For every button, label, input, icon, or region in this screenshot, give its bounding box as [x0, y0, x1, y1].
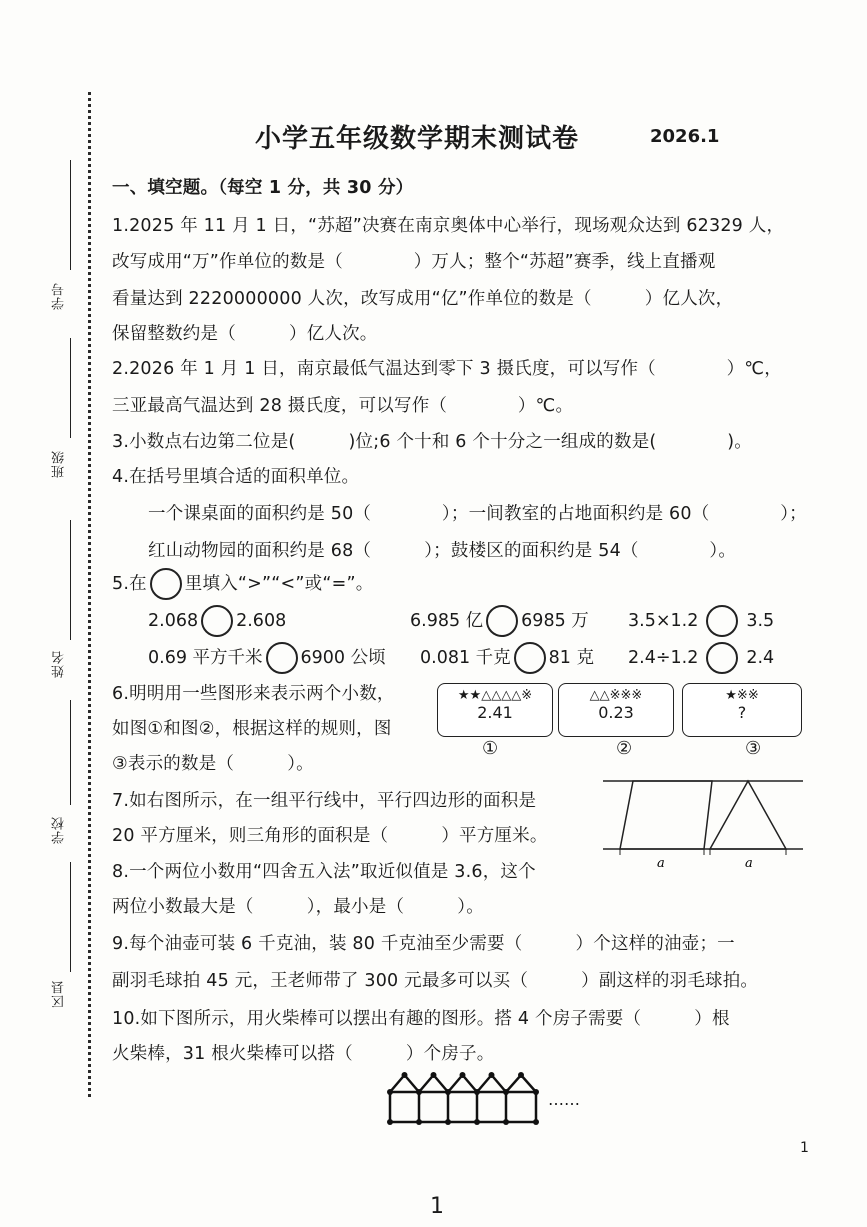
- figure-label-2: ②: [616, 738, 633, 759]
- q9-line1: 9.每个油壶可装 6 千克油，装 80 千克油至少需要（ ）个这样的油壶；一: [112, 934, 735, 954]
- figure-box-2: [558, 683, 674, 737]
- compare-item-4: [148, 642, 386, 674]
- q8-line2: 两位小数最大是（ ），最小是（ ）。: [112, 897, 484, 917]
- district-line: [70, 862, 71, 972]
- compare-right: 2.4: [746, 648, 775, 668]
- compare-right: 2.608: [236, 611, 287, 631]
- compare-item-1: [148, 605, 286, 637]
- q2-line2: 三亚最高气温达到 28 摄氏度，可以写作（ ）℃。: [112, 396, 574, 416]
- compare-left: 3.5×1.2: [628, 611, 699, 631]
- q8-line1: 8.一个两位小数用“四舍五入法”取近似值是 3.6，这个: [112, 862, 536, 882]
- answer-circle[interactable]: [706, 605, 738, 637]
- q9-line2: 副羽毛球拍 45 元，王老师带了 300 元最多可以买（ ）副这样的羽毛球拍。: [112, 971, 759, 991]
- name-line: [70, 520, 71, 640]
- exam-date: 2026.1: [650, 126, 720, 147]
- page-number-small: 1: [800, 1140, 809, 1156]
- box-number: ?: [737, 703, 747, 722]
- parallel-lines-figure: [600, 772, 806, 872]
- q3-line: 3.小数点右边第二位是( )位;6 个十和 6 个十分之一组成的数是( )。: [112, 432, 752, 452]
- shape-symbols: △△※※※: [589, 688, 643, 703]
- compare-item-3: [628, 605, 774, 637]
- compare-left: 0.081 千克: [420, 648, 511, 668]
- figure-box-3: [682, 683, 802, 737]
- answer-circle[interactable]: [201, 605, 233, 637]
- matchstick-houses-figure: [385, 1070, 545, 1130]
- q1-line1: 1.2025 年 11 月 1 日，“苏超”决赛在南京奥体中心举行，现场观众达到 62329 人，: [112, 216, 785, 236]
- q5-prefix: 5.在: [112, 574, 147, 594]
- q6-line1: 6.明明用一些图形来表示两个小数，: [112, 684, 395, 704]
- q5-line1: [112, 568, 373, 600]
- district-label: 区县: [52, 980, 67, 1008]
- compare-item-5: [420, 642, 594, 674]
- answer-circle[interactable]: [266, 642, 298, 674]
- parallelogram-shape: [620, 781, 712, 849]
- box-number: 0.23: [598, 703, 634, 722]
- shape-symbols: ★★△△△△※: [457, 688, 533, 703]
- q10-line2: 火柴棒，31 根火柴棒可以搭（ ）个房子。: [112, 1044, 495, 1064]
- matchstick-lines: [390, 1075, 536, 1122]
- q1-line4: 保留整数约是（ ）亿人次。: [112, 324, 378, 344]
- q4-line2: 一个课桌面的面积约是 50（ ）；一间教室的占地面积约是 60（ ）；: [148, 504, 807, 524]
- label-a-1: a: [657, 856, 665, 871]
- compare-item-2: [410, 605, 589, 637]
- compare-left: 2.4÷1.2: [628, 648, 699, 668]
- figure-box-1: [437, 683, 553, 737]
- q7-line2: 20 平方厘米，则三角形的面积是（ ）平方厘米。: [112, 826, 548, 846]
- q6-line2: 如图①和图②，根据这样的规则，图: [112, 719, 392, 739]
- class-label: 班级: [52, 450, 67, 478]
- figure-label-1: ①: [482, 738, 499, 759]
- q1-line2: 改写成用“万”作单位的数是（ ）万人；整个“苏超”赛季，线上直播观: [112, 252, 716, 272]
- compare-right: 6985 万: [521, 611, 589, 631]
- q4-line1: 4.在括号里填合适的面积单位。: [112, 467, 360, 487]
- compare-left: 2.068: [148, 611, 199, 631]
- answer-circle-example: [150, 568, 182, 600]
- compare-item-6: [628, 642, 774, 674]
- box-number: 2.41: [477, 703, 513, 722]
- class-line: [70, 338, 71, 438]
- q5-suffix: 里填入“>”“<”或“=”。: [184, 574, 374, 594]
- compare-right: 6900 公顷: [300, 648, 386, 668]
- compare-right: 81 克: [548, 648, 595, 668]
- school-line: [70, 700, 71, 805]
- figure-label-3: ③: [745, 738, 762, 759]
- compare-left: 6.985 亿: [410, 611, 484, 631]
- name-label: 姓名: [52, 650, 67, 678]
- q2-line1: 2.2026 年 1 月 1 日，南京最低气温达到零下 3 摄氏度，可以写作（ ）℃，: [112, 359, 782, 379]
- shape-symbols: ★※※: [725, 688, 759, 703]
- label-a-2: a: [745, 856, 753, 871]
- answer-circle[interactable]: [514, 642, 546, 674]
- page-title: 小学五年级数学期末测试卷: [255, 124, 580, 154]
- compare-left: 0.69 平方千米: [148, 648, 263, 668]
- q4-line3: 红山动物园的面积约是 68（ ）；鼓楼区的面积约是 54（ ）。: [148, 541, 737, 561]
- compare-right: 3.5: [746, 611, 775, 631]
- binding-dotted-line: [88, 92, 91, 1097]
- q10-line1: 10.如下图所示，用火柴棒可以摆出有趣的图形。搭 4 个房子需要（ ）根: [112, 1009, 730, 1029]
- q7-line1: 7.如右图所示，在一组平行线中，平行四边形的面积是: [112, 791, 537, 811]
- triangle-shape: [710, 781, 786, 849]
- q6-line3: ③表示的数是（ ）。: [112, 754, 314, 774]
- section-heading: 一、填空题。（每空 1 分，共 30 分）: [112, 178, 414, 198]
- school-label: 学校: [52, 816, 67, 844]
- student-id-label: 学号: [52, 282, 67, 310]
- student-id-line: [70, 160, 71, 270]
- q1-line3: 看量达到 2220000000 人次，改写成用“亿”作单位的数是（ ）亿人次，: [112, 289, 734, 309]
- answer-circle[interactable]: [486, 605, 518, 637]
- ellipsis: ……: [548, 1090, 580, 1109]
- answer-circle[interactable]: [706, 642, 738, 674]
- page-number: 1: [430, 1194, 444, 1219]
